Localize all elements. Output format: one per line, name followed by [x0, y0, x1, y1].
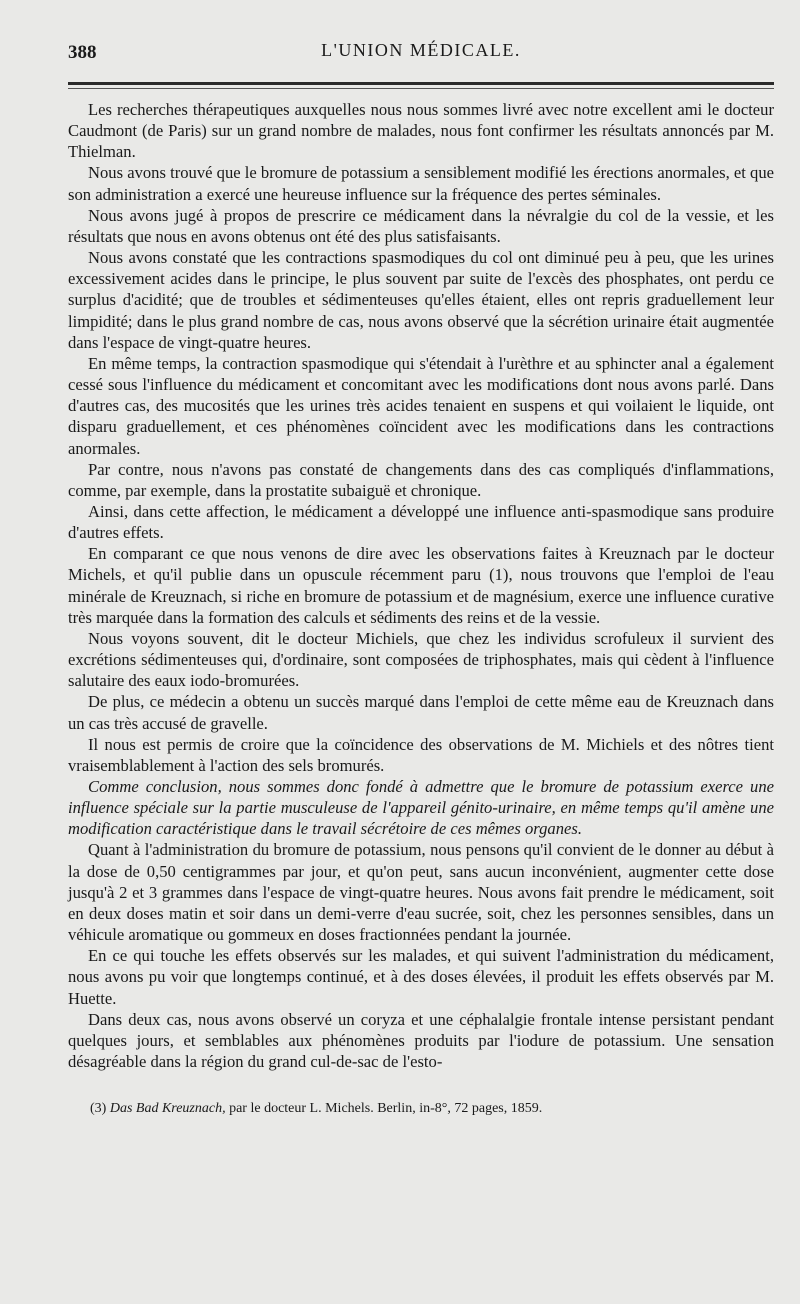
- footnote-title: Das Bad Kreuznach,: [109, 1101, 226, 1117]
- paragraph: Nous avons trouvé que le bromure de potassium a sensiblement modifié les érections anormales, et que son administration a exercé une heureuse influence sur la fréquence des pertes séminales.: [68, 163, 774, 204]
- paragraph: Par contre, nous n'avons pas constaté de changements dans des cas compliqués d'inflammations, comme, par exemple, dans la prostatite subaiguë et chronique.: [68, 459, 774, 500]
- paragraph: Les recherches thérapeutiques auxquelles nous nous sommes livré avec notre excellent ami le docteur Caudmont (de Paris) sur un grand nombre de malades, nous font confirmer les résultats annoncés par M. Thielman.: [68, 100, 774, 162]
- paragraph: En comparant ce que nous venons de dire avec les observations faites à Kreuznach par le docteur Michels, et qu'il publie dans un opuscule récemment paru (1), nous trouvons que l'emploi de l'eau minérale de Kreuznach, si riche en bromure de potassium et de magnésium, exerce une influence curative très marquée dans la formation des calculs et sédiments des reins et de la vessie.: [68, 544, 774, 627]
- footnote-text: par le docteur L. Michels. Berlin, in-8°, 72 pages, 1859.: [229, 1101, 543, 1117]
- footnote-marker: (3): [90, 1101, 107, 1117]
- header-rule-thin: [68, 88, 774, 89]
- footnote: [68, 1100, 774, 1118]
- paragraph: Nous avons constaté que les contractions spasmodiques du col ont diminué peu à peu, que les urines excessivement acides dans le principe, le plus souvent par suite de l'excès des phosphates, ont perdu ce surplus d'acidité; que de troubles et sédimenteuses qu'elles étaient, elles ont repris graduellement leur limpidité; dans le plus grand nombre de cas, nous avons observé que la sécrétion urinaire était augmentée dans l'espace de vingt-quatre heures.: [68, 248, 774, 352]
- paragraph: Il nous est permis de croire que la coïncidence des observations de M. Michiels et des nôtres tient vraisemblablement à l'action des sels bromurés.: [68, 734, 774, 775]
- page-header: [68, 36, 774, 66]
- paragraph: En même temps, la contraction spasmodique qui s'étendait à l'urèthre et au sphincter anal a également cessé sous l'influence du médicament et concomitant avec les modifications dont nous avons parlé. Dans d'autres cas, des mucosités que les urines très acides tenaient en suspens et qui voilaient le liquide, ont disparu graduellement, et ces phénomènes coïncident avec les modifications dans les contractions anormales.: [68, 353, 774, 458]
- conclusion-paragraph: Comme conclusion, nous sommes donc fondé à admettre que le bromure de potassium exerce une influence spéciale sur la partie musculeuse de l'appareil génito-urinaire, en même temps qu'il amène une modification caractéristique dans le travail sécrétoire de ces mêmes organes.: [68, 777, 774, 839]
- paragraph: Dans deux cas, nous avons observé un coryza et une céphalalgie frontale intense persistant pendant quelques jours, et semblables aux phénomènes produits par l'iodure de potassium. Une sensation désagréable dans la région du grand cul-de-sac de l'esto-: [68, 1009, 774, 1072]
- paragraph: Quant à l'administration du bromure de potassium, nous pensons qu'il convient de le donner au début à la dose de 0,50 centigrammes par jour, et qu'on peut, sans aucun inconvénient, augmenter cette dose jusqu'à 2 et 3 grammes dans l'espace de vingt-quatre heures. Nous avons fait prendre le médicament, soit en deux doses matin et soir dans un demi-verre d'eau sucrée, soit, chez les personnes sensibles, dans un véhicule aromatique ou gommeux en doses fractionnées pendant la journée.: [68, 840, 774, 945]
- paragraph: Nous voyons souvent, dit le docteur Michiels, que chez les individus scrofuleux il survient des excrétions sédimenteuses qui, d'ordinaire, sont composées de triphosphates, mais qui cèdent à l'influence salutaire des eaux iodo-bromurées.: [68, 628, 774, 691]
- body-text: [68, 99, 774, 1072]
- paragraph: En ce qui touche les effets observés sur les malades, et qui suivent l'administration du médicament, nous avons pu voir que longtemps continué, et à des doses élevées, il produit les effets observés par M. Huette.: [68, 946, 774, 1008]
- paragraph: Ainsi, dans cette affection, le médicament a développé une influence anti-spasmodique sans produire d'autres effets.: [68, 501, 774, 543]
- paragraph: De plus, ce médecin a obtenu un succès marqué dans l'emploi de cette même eau de Kreuznach dans un cas très accusé de gravelle.: [68, 692, 774, 733]
- page-number: 388: [68, 42, 97, 63]
- running-title: L'UNION MÉDICALE.: [321, 40, 521, 60]
- paragraph: Nous avons jugé à propos de prescrire ce médicament dans la névralgie du col de la vessie, et les résultats que nous en avons obtenus ont été des plus satisfaisants.: [68, 205, 774, 246]
- header-rule: [68, 82, 774, 85]
